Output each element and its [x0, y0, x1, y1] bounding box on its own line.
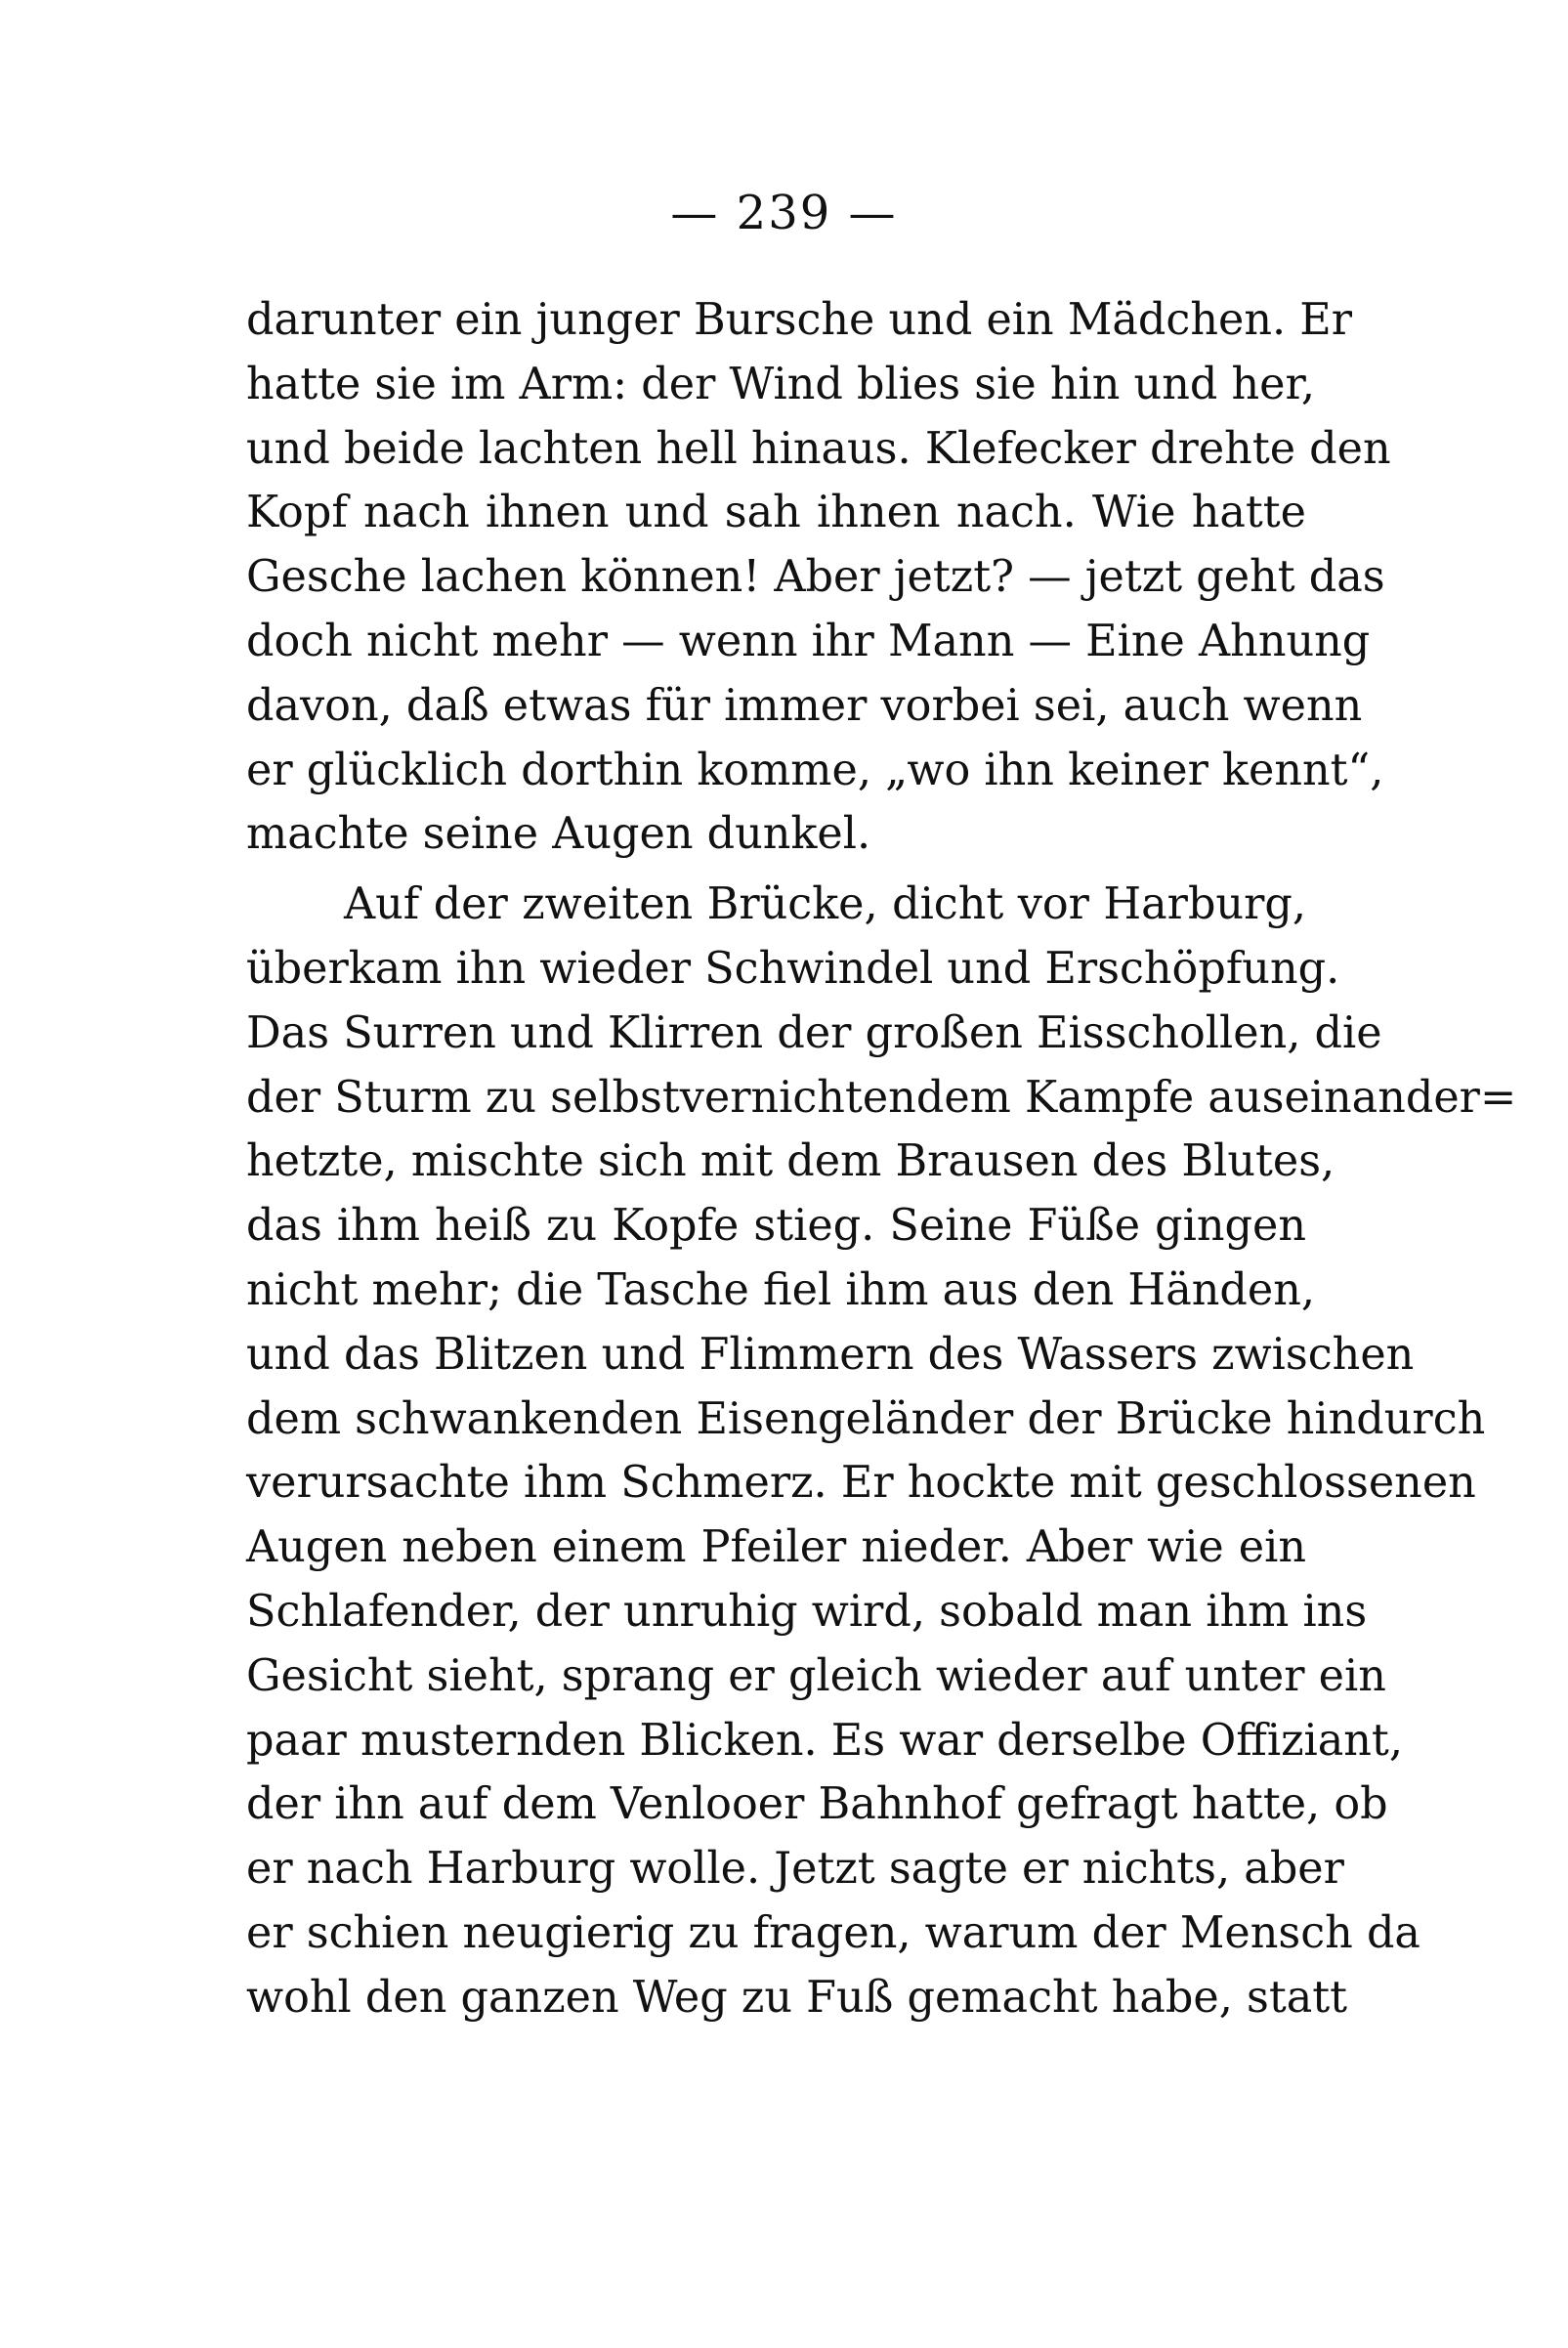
- paragraph-1: [246, 288, 1391, 867]
- text-line: hetzte, mischte sich mit dem Brausen des Blutes,: [246, 1136, 1335, 1187]
- text-line: der Sturm zu selbstvernichtendem Kampfe auseinander=: [246, 1072, 1517, 1123]
- text-line: und beide lachten hell hinaus. Klefecker drehte den: [246, 423, 1391, 474]
- text-line: Auf der zweiten Brücke, dicht vor Harburg,: [344, 879, 1306, 930]
- body-text: [246, 288, 1517, 2030]
- text-line: Kopf nach ihnen und sah ihnen nach. Wie hatte: [246, 488, 1306, 538]
- text-line: paar musternden Blicken. Es war derselbe Offiziant,: [246, 1715, 1403, 1766]
- text-line: und das Blitzen und Flimmern des Wassers zwischen: [246, 1329, 1415, 1380]
- text-line: Augen neben einem Pfeiler nieder. Aber wie ein: [246, 1522, 1306, 1573]
- text-line: davon, daß etwas für immer vorbei sei, auch wenn: [246, 680, 1363, 731]
- text-line: darunter ein junger Bursche und ein Mädchen. Er: [246, 295, 1353, 345]
- text-line: hatte sie im Arm: der Wind blies sie hin und her,: [246, 359, 1316, 409]
- text-line: das ihm heiß zu Kopfe stieg. Seine Füße gingen: [246, 1201, 1306, 1252]
- text-line: nicht mehr; die Tasche fiel ihm aus den Händen,: [246, 1264, 1316, 1315]
- text-line: verursachte ihm Schmerz. Er hockte mit geschlossenen: [246, 1458, 1476, 1509]
- text-line: wohl den ganzen Weg zu Fuß gemacht habe, statt: [246, 1972, 1348, 2023]
- text-line: überkam ihn wieder Schwindel und Erschöpfung.: [246, 943, 1340, 994]
- text-line: Gesche lachen können! Aber jetzt? — jetzt geht das: [246, 552, 1385, 603]
- text-line: Schlafender, der unruhig wird, sobald man ihm ins: [246, 1586, 1368, 1637]
- page-number: — 239 —: [670, 186, 898, 240]
- text-line: der ihn auf dem Venlooer Bahnhof gefragt hatte, ob: [246, 1779, 1388, 1830]
- text-line: Das Surren und Klirren der großen Eisschollen, die: [246, 1007, 1382, 1058]
- text-line: doch nicht mehr — wenn ihr Mann — Eine Ahnung: [246, 616, 1371, 666]
- text-line: machte seine Augen dunkel.: [246, 809, 871, 860]
- paragraph-2: [246, 873, 1517, 2029]
- text-line: er glücklich dorthin komme, „wo ihn keiner kennt“,: [246, 745, 1384, 795]
- text-line: Gesicht sieht, sprang er gleich wieder auf unter ein: [246, 1650, 1386, 1701]
- text-line: er nach Harburg wolle. Jetzt sagte er nichts, aber: [246, 1844, 1344, 1895]
- text-line: er schien neugierig zu fragen, warum der Mensch da: [246, 1907, 1420, 1958]
- text-line: dem schwankenden Eisengeländer der Brücke hindurch: [246, 1393, 1486, 1444]
